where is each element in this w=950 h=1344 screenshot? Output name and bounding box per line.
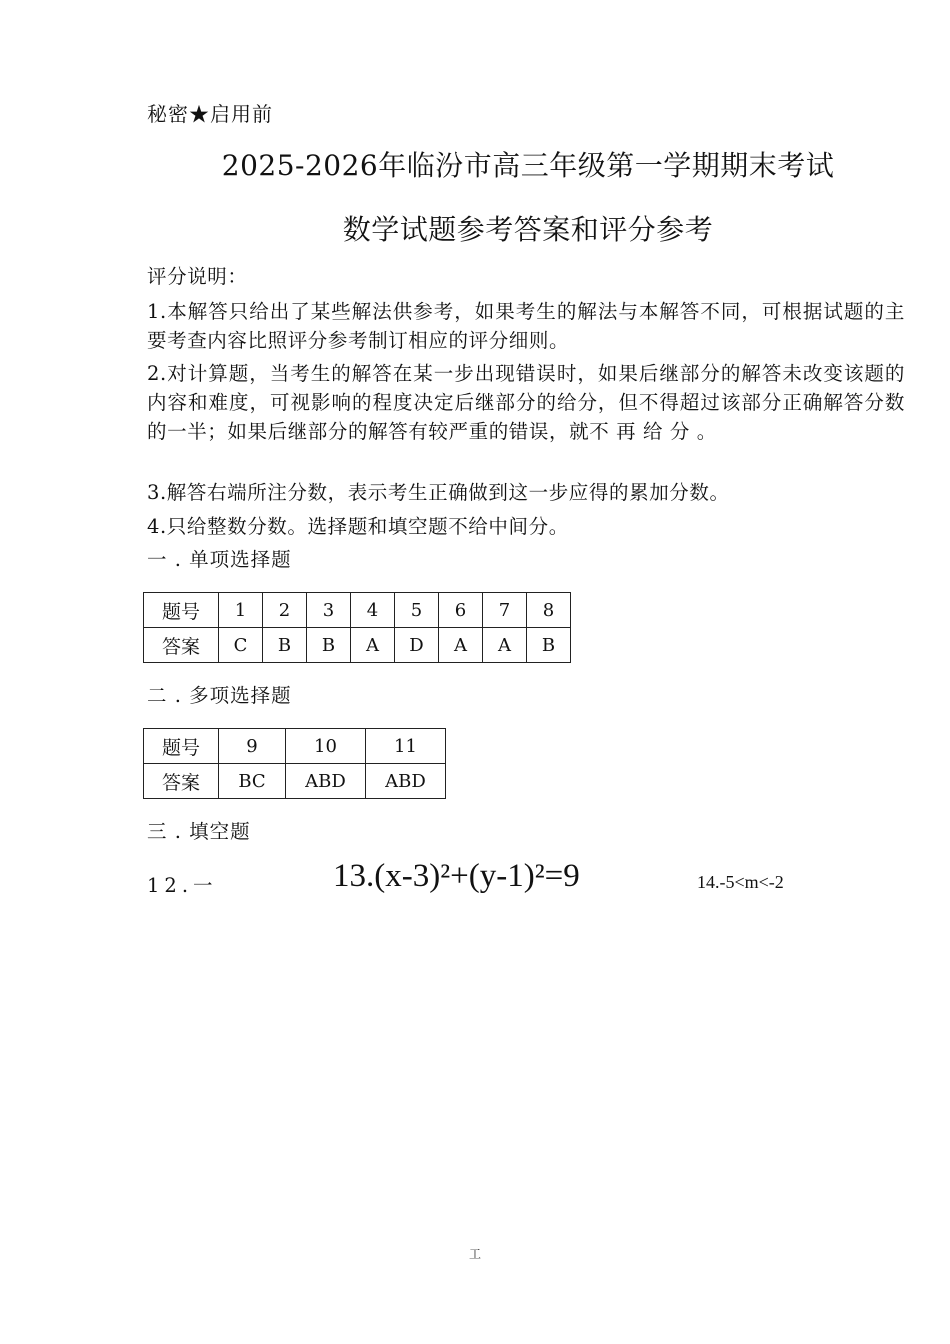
row-label-answer: 答案	[144, 764, 219, 799]
grading-note-2: 2.对计算题，当考生的解答在某一步出现错误时，如果后继部分的解答未改变该题的内容和难度，可视影响的程度决定后继部分的给分，但不得超过该部分正确解答分数的一半；如果后继部分的解答有较严重的错误，就不 再 给 分 。	[147, 362, 905, 443]
table-row-questions	[144, 729, 446, 764]
answer-q14: 14.-5<m<-2	[697, 872, 784, 892]
answer-q12: 12.一	[147, 874, 218, 897]
table-row-answers	[144, 764, 446, 799]
multi-choice-answer-table	[143, 728, 446, 799]
grading-note-4: 4.只给整数分数。选择题和填空题不给中间分。	[147, 515, 569, 538]
answer-cell: A	[351, 628, 395, 663]
row-label-question: 题号	[144, 593, 219, 628]
section-single-choice-heading: 一 . 单项选择题	[147, 548, 292, 571]
row-label-answer: 答案	[144, 628, 219, 663]
answer-cell: B	[527, 628, 571, 663]
section-fill-blank-heading: 三 . 填空题	[147, 820, 251, 843]
single-choice-answer-table	[143, 592, 571, 663]
answer-q13: 13.(x-3)²+(y-1)²=9	[333, 858, 580, 894]
answer-cell: A	[483, 628, 527, 663]
grading-note-1: 1.本解答只给出了某些解法供参考，如果考生的解法与本解答不同，可根据试题的主要考查内容比照评分参考制订相应的评分细则。	[147, 300, 905, 352]
fill-blank-answers	[147, 858, 907, 908]
secret-mark: 秘密★启用前	[147, 102, 273, 126]
answer-cell: ABD	[286, 764, 366, 799]
row-label-question: 题号	[144, 729, 219, 764]
question-number-cell: 8	[527, 593, 571, 628]
question-number-cell: 7	[483, 593, 527, 628]
question-number-cell: 2	[263, 593, 307, 628]
question-number-cell: 3	[307, 593, 351, 628]
answer-cell: D	[395, 628, 439, 663]
answer-cell: ABD	[366, 764, 446, 799]
question-number-cell: 6	[439, 593, 483, 628]
document-subtitle: 数学试题参考答案和评分参考	[342, 213, 714, 246]
answer-cell: B	[263, 628, 307, 663]
question-number-cell: 5	[395, 593, 439, 628]
question-number-cell: 1	[219, 593, 263, 628]
footer-mark: 工	[468, 1247, 481, 1261]
exam-title: 2025-2026年临汾市高三年级第一学期期末考试	[221, 149, 835, 182]
grading-notes-heading: 评分说明：	[147, 265, 248, 288]
table-row-questions	[144, 593, 571, 628]
question-number-cell: 4	[351, 593, 395, 628]
answer-cell: C	[219, 628, 263, 663]
answer-cell: BC	[219, 764, 286, 799]
question-number-cell: 11	[366, 729, 446, 764]
table-row-answers	[144, 628, 571, 663]
section-multi-choice-heading: 二 . 多项选择题	[147, 684, 292, 707]
grading-note-3: 3.解答右端所注分数，表示考生正确做到这一步应得的累加分数。	[147, 481, 730, 504]
question-number-cell: 10	[286, 729, 366, 764]
answer-cell: B	[307, 628, 351, 663]
question-number-cell: 9	[219, 729, 286, 764]
answer-cell: A	[439, 628, 483, 663]
